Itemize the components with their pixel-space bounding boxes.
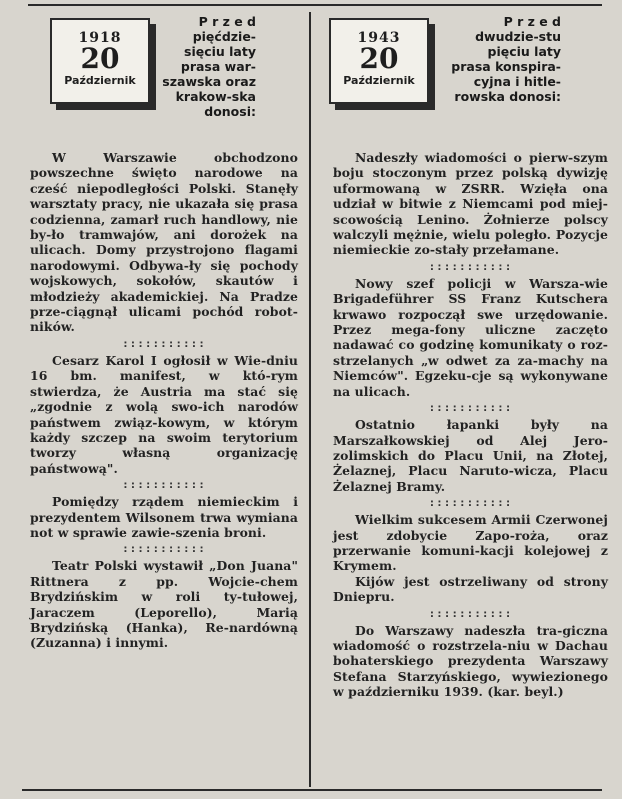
separator: ::::::::::: xyxy=(122,542,206,556)
column-heading: P r z e d dwudzie-stu pięciu laty prasa konspira-cyjna i hitle-rowska donosi: xyxy=(451,14,561,104)
date-year: 1918 xyxy=(78,30,122,46)
news-item: Nowy szef policji w Warsza-wie Brigadeführer SS Franz Kutschera krwawo rozpoczął swe urzędowanie. Przez mega-fony uliczne zaczęto nadawać co godzinę komunikaty o roz-strzelanych „w odwet za za-machy na Niemców". Egzeku-cje są wykonywane na ulicach. xyxy=(333,275,608,399)
date-day: 20 xyxy=(80,42,120,75)
news-item: Cesarz Karol I ogłosił w Wie-dniu 16 bm. manifest, w któ-rym stwierdza, że Austria ma stać się „zgodnie z wolą swo-ich narodów państwem związ-kowym, w którym każdy szczep na swoim terytorium tworzy własną organizację państwową". xyxy=(30,352,298,476)
news-item: Pomiędzy rządem niemieckim i prezydentem Wilsonem trwa wymiana not w sprawie zawie-szenia broni. xyxy=(30,494,298,540)
column-header xyxy=(329,10,599,140)
separator: ::::::::::: xyxy=(428,401,513,415)
news-item: Nadeszły wiadomości o pierw-szym boju stoczonym przez polską dywizję uformowaną w ZSRR. Wzięła ona udział w bitwie z Niemcami pod miej-scowością Lenino. Żołnierze polscy walczyli mężnie, wielu poległo. Pozycje niemieckie zo-stały przełamane. xyxy=(333,150,608,258)
column-header xyxy=(50,10,300,140)
news-item: Teatr Polski wystawił „Don Juana" Rittnera z pp. Wojcie-chem Brydzińskim w roli ty-tułowej, Jaraczem (Leporello), Marią Brydzińską (Hanka), Re-nardówną (Zuzanna) i innymi. xyxy=(30,558,298,651)
column-body xyxy=(333,150,608,700)
news-item: W Warszawie obchodzono powszechne święto narodowe na cześć niepodległości Polski. Stanęły warsztaty pracy, nie ukazała się prasa codzienna, zamarł ruch handlowy, nie by-ło tramwajów, ani dorożek na ulicach. Domy przystrojono flagami narodowymi. Odbywa-ły się pochody wojskowych, sokołów, skautów i młodzieży akademickiej. Na Pradze prze-ciągnął ulicami pochód robot-ników. xyxy=(30,150,298,335)
news-item: Kijów jest ostrzeliwany od strony Dniepru. xyxy=(333,573,608,605)
date-box xyxy=(329,18,429,104)
date-month: Październik xyxy=(343,74,415,87)
separator: ::::::::::: xyxy=(428,496,513,510)
news-item: Do Warszawy nadeszła tra-giczna wiadomość o rozstrzela-niu w Dachau bohaterskiego prezydenta Warszawy Stefana Starzyńskiego, wywiezionego w październiku 1939. (kar. beyl.) xyxy=(333,622,608,700)
column-1943 xyxy=(311,0,622,799)
separator: ::::::::::: xyxy=(428,259,513,273)
separator: ::::::::::: xyxy=(122,478,206,492)
separator: ::::::::::: xyxy=(122,336,206,350)
column-body xyxy=(30,150,298,651)
date-day: 20 xyxy=(359,42,399,75)
news-item: Ostatnio łapanki były na Marszałkowskiej od Alej Jero-zolimskich do Placu Unii, na Złotej, Żelaznej, Placu Naruto-wicza, Placu Żelaznej Bramy. xyxy=(333,417,608,494)
date-month: Październik xyxy=(64,74,136,87)
separator: ::::::::::: xyxy=(428,606,513,620)
date-year: 1943 xyxy=(357,30,401,46)
news-item: Wielkim sukcesem Armii Czerwonej jest zdobycie Zapo-roża, oraz przerwanie komuni-kacji kolejowej z Krymem. xyxy=(333,512,608,574)
column-heading: P r z e d pięćdzie-sięciu laty prasa war-szawska oraz krakow-ska donosi: xyxy=(162,14,256,119)
date-box xyxy=(50,18,150,104)
